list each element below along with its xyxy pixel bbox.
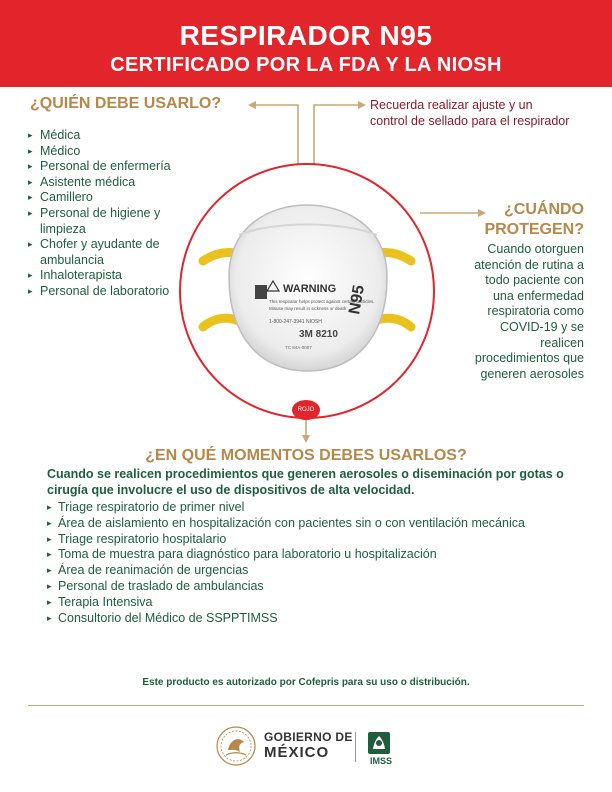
mask-phone-text: 1-800-247-3941 NIOSH — [269, 319, 322, 325]
authorization-note: Este producto es autorizado por Cofepris para su uso o distribución. — [142, 677, 470, 688]
remember-note: Recuerda realizar ajuste y un control de sellado para el respirador — [370, 98, 570, 128]
list-item: ▸ Área de aislamiento en hospitalización con pacientes sin o con ventilación mecánica — [47, 516, 567, 532]
logo-divider — [355, 732, 356, 762]
when-protect-text: Cuando otorguen atención de rutina a todo paciente con una enfermedad respiratoria como COVID-19 y se realicen procedimientos que generen aerosoles — [474, 242, 584, 381]
mexico-eagle-seal-icon — [217, 727, 255, 765]
moments-lead: Cuando se realicen procedimientos que generen aerosoles o diseminación por gotas o cirugía que involucre el uso de dispositivos de alta velocidad. — [47, 467, 564, 497]
who-list — [28, 128, 188, 300]
gov-logo-line2: MÉXICO — [264, 744, 330, 761]
mask-small-text: This respirator helps protect against certain particles. — [269, 299, 375, 304]
list-item: ▸ Área de reanimación de urgencias — [47, 563, 567, 579]
when-protect-heading: ¿CUÁNDO PROTEGEN? — [484, 201, 584, 238]
color-badge: ROJO — [292, 400, 320, 420]
divider — [28, 705, 584, 706]
arrow-down-icon — [302, 435, 310, 443]
arrow-right-icon — [358, 101, 366, 109]
gov-logo-line1: GOBIERNO DE — [264, 730, 353, 744]
list-item: ▸ Triage respiratorio hospitalario — [47, 532, 567, 548]
mask-warning-text: WARNING — [283, 283, 337, 295]
mask-small-text: Misuse may result in sickness or death. — [269, 306, 348, 311]
list-item: ▸ Personal de higiene y limpieza — [28, 206, 188, 237]
list-item: ▸ Camillero — [28, 190, 188, 206]
arrow-left-icon — [248, 101, 256, 109]
mask-model-text: 3M 8210 — [299, 329, 338, 340]
list-item: ▸ Chofer y ayudante de ambulancia — [28, 237, 188, 268]
list-item: ▸ Terapia Intensiva — [47, 595, 567, 611]
list-item: ▸ Personal de laboratorio — [28, 284, 188, 300]
who-heading: ¿QUIÉN DEBE USARLO? — [30, 95, 222, 112]
list-item: ▸ Inhaloterapista — [28, 268, 188, 284]
list-item: ▸ Médico — [28, 144, 188, 160]
list-item: ▸ Asistente médica — [28, 175, 188, 191]
page-title: RESPIRADOR N95 — [179, 20, 433, 51]
list-item: ▸ Personal de traslado de ambulancias — [47, 579, 567, 595]
moments-list — [47, 500, 567, 626]
list-item: ▸ Toma de muestra para diagnóstico para laboratorio u hospitalización — [47, 547, 567, 563]
list-item: ▸ Médica — [28, 128, 188, 144]
mask-lot-text: TC 84A-0007 — [285, 345, 312, 350]
imss-label: IMSS — [369, 756, 392, 766]
imss-logo-icon — [368, 732, 390, 754]
list-item: ▸ Consultorio del Médico de SSPPTIMSS — [47, 611, 567, 627]
respirator-image — [179, 163, 435, 419]
list-item: ▸ Personal de enfermería — [28, 159, 188, 175]
n95-mask-illustration — [181, 165, 433, 417]
page-subtitle: CERTIFICADO POR LA FDA Y LA NIOSH — [110, 54, 502, 76]
list-item: ▸ Triage respiratorio de primer nivel — [47, 500, 567, 516]
mask-n95-badge: N95 — [346, 283, 369, 316]
moments-heading: ¿EN QUÉ MOMENTOS DEBES USARLOS? — [145, 447, 467, 464]
